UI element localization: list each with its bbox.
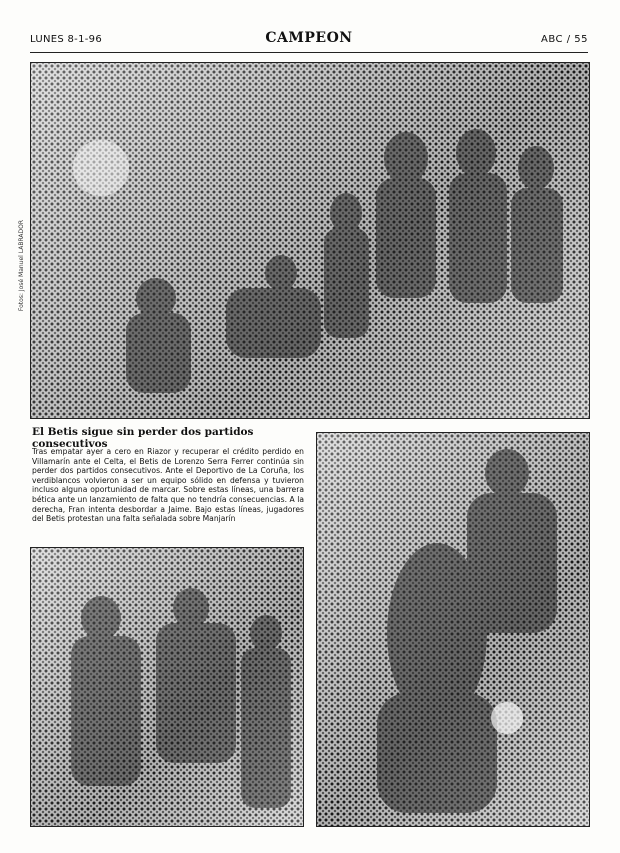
- article-headline: El Betis sigue sin perder dos partidos consecutivos: [32, 426, 254, 450]
- player-silhouettes-2: [31, 548, 303, 826]
- article-caption: Tras empatar ayer a cero en Riazor y recuperar el crédito perdido en Villamarín ante el Celta, el Betis de Lorenzo Serra Ferrer continúa sin perder dos partidos consecutivos. Ante el Deportivo de La Coruña, los verdiblancos volvieron a ser un equipo sólido en defensa y tuvieron incluso alguna oportunidad de marcar. Sobre estas líneas, una barrera bética ante un lanzamiento de falta que no tendría consecuencias. A la derecha, Fran intenta desbordar a Jaime. Bajo estas líneas, jugadores del Betis protestan una falta señalada sobre Manjarín: [32, 447, 304, 524]
- photo-barrera-betica: [30, 62, 590, 419]
- photo-credit: Fotos: José Manuel LABRADOR: [18, 220, 25, 312]
- issue-date: LUNES 8-1-96: [30, 34, 102, 45]
- photo-fran-jaime: [316, 432, 590, 827]
- section-title: CAMPEON: [265, 30, 353, 46]
- player-silhouettes: [31, 63, 589, 418]
- photo-jugadores-protestan: [30, 547, 304, 827]
- header-rule: [30, 52, 588, 53]
- page-header: [30, 30, 588, 52]
- page-number: ABC / 55: [541, 34, 588, 45]
- player-silhouettes-3: [317, 433, 589, 826]
